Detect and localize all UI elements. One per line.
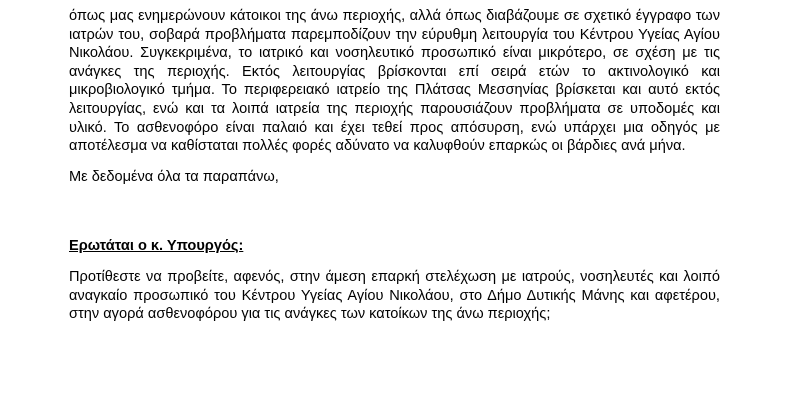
question-heading: Ερωτάται ο κ. Υπουργός: <box>69 238 244 255</box>
body-paragraph-given-the-above: Με δεδομένα όλα τα παραπάνω, <box>69 168 279 185</box>
document-page <box>69 0 720 324</box>
question-paragraph: Προτίθεστε να προβείτε, αφενός, στην άμεση επαρκή στελέχωση με ιατρούς, νοσηλευτές και λοιπό αναγκαίο προσωπικό του Κέντρου Υγείας Αγίου Νικολάου, στο Δήμο Δυτικής Μάνης και αφετέρου, στην αγορά ασθενοφόρου για τις ανάγκες των κατοίκων της άνω περιοχής; <box>69 268 720 323</box>
body-paragraph-health-center-problems: όπως μας ενημερώνουν κάτοικοι της άνω περιοχής, αλλά όπως διαβάζουμε σε σχετικό έγγραφο των ιατρών του, σοβαρά προβλήματα παρεμποδίζουν την εύρυθμη λειτουργία του Κέντρου Υγείας Αγίου Νικολάου. Συγκεκριμένα, το ιατρικό και νοσηλευτικό προσωπικό είναι μικρότερο, σε σχέση με τις ανάγκες της περιοχής. Εκτός λειτουργίας βρίσκονται επί σειρά ετών το ακτινολογικό και μικροβιολογικό τμήμα. Το περιφερειακό ιατρείο της Πλάτσας Μεσσηνίας βρίσκεται και αυτό εκτός λειτουργίας, ενώ και τα λοιπά ιατρεία της περιοχής παρουσιάζουν προβλήματα σε υποδομές και υλικό. Το ασθενοφόρο είναι παλαιό και έχει τεθεί προς απόσυρση, ενώ υπάρχει μια οδηγός με αποτέλεσμα να καθίσταται πολλές φορές αδύνατο να καλυφθούν επαρκώς οι βάρδιες ανά μήνα. <box>69 8 720 155</box>
